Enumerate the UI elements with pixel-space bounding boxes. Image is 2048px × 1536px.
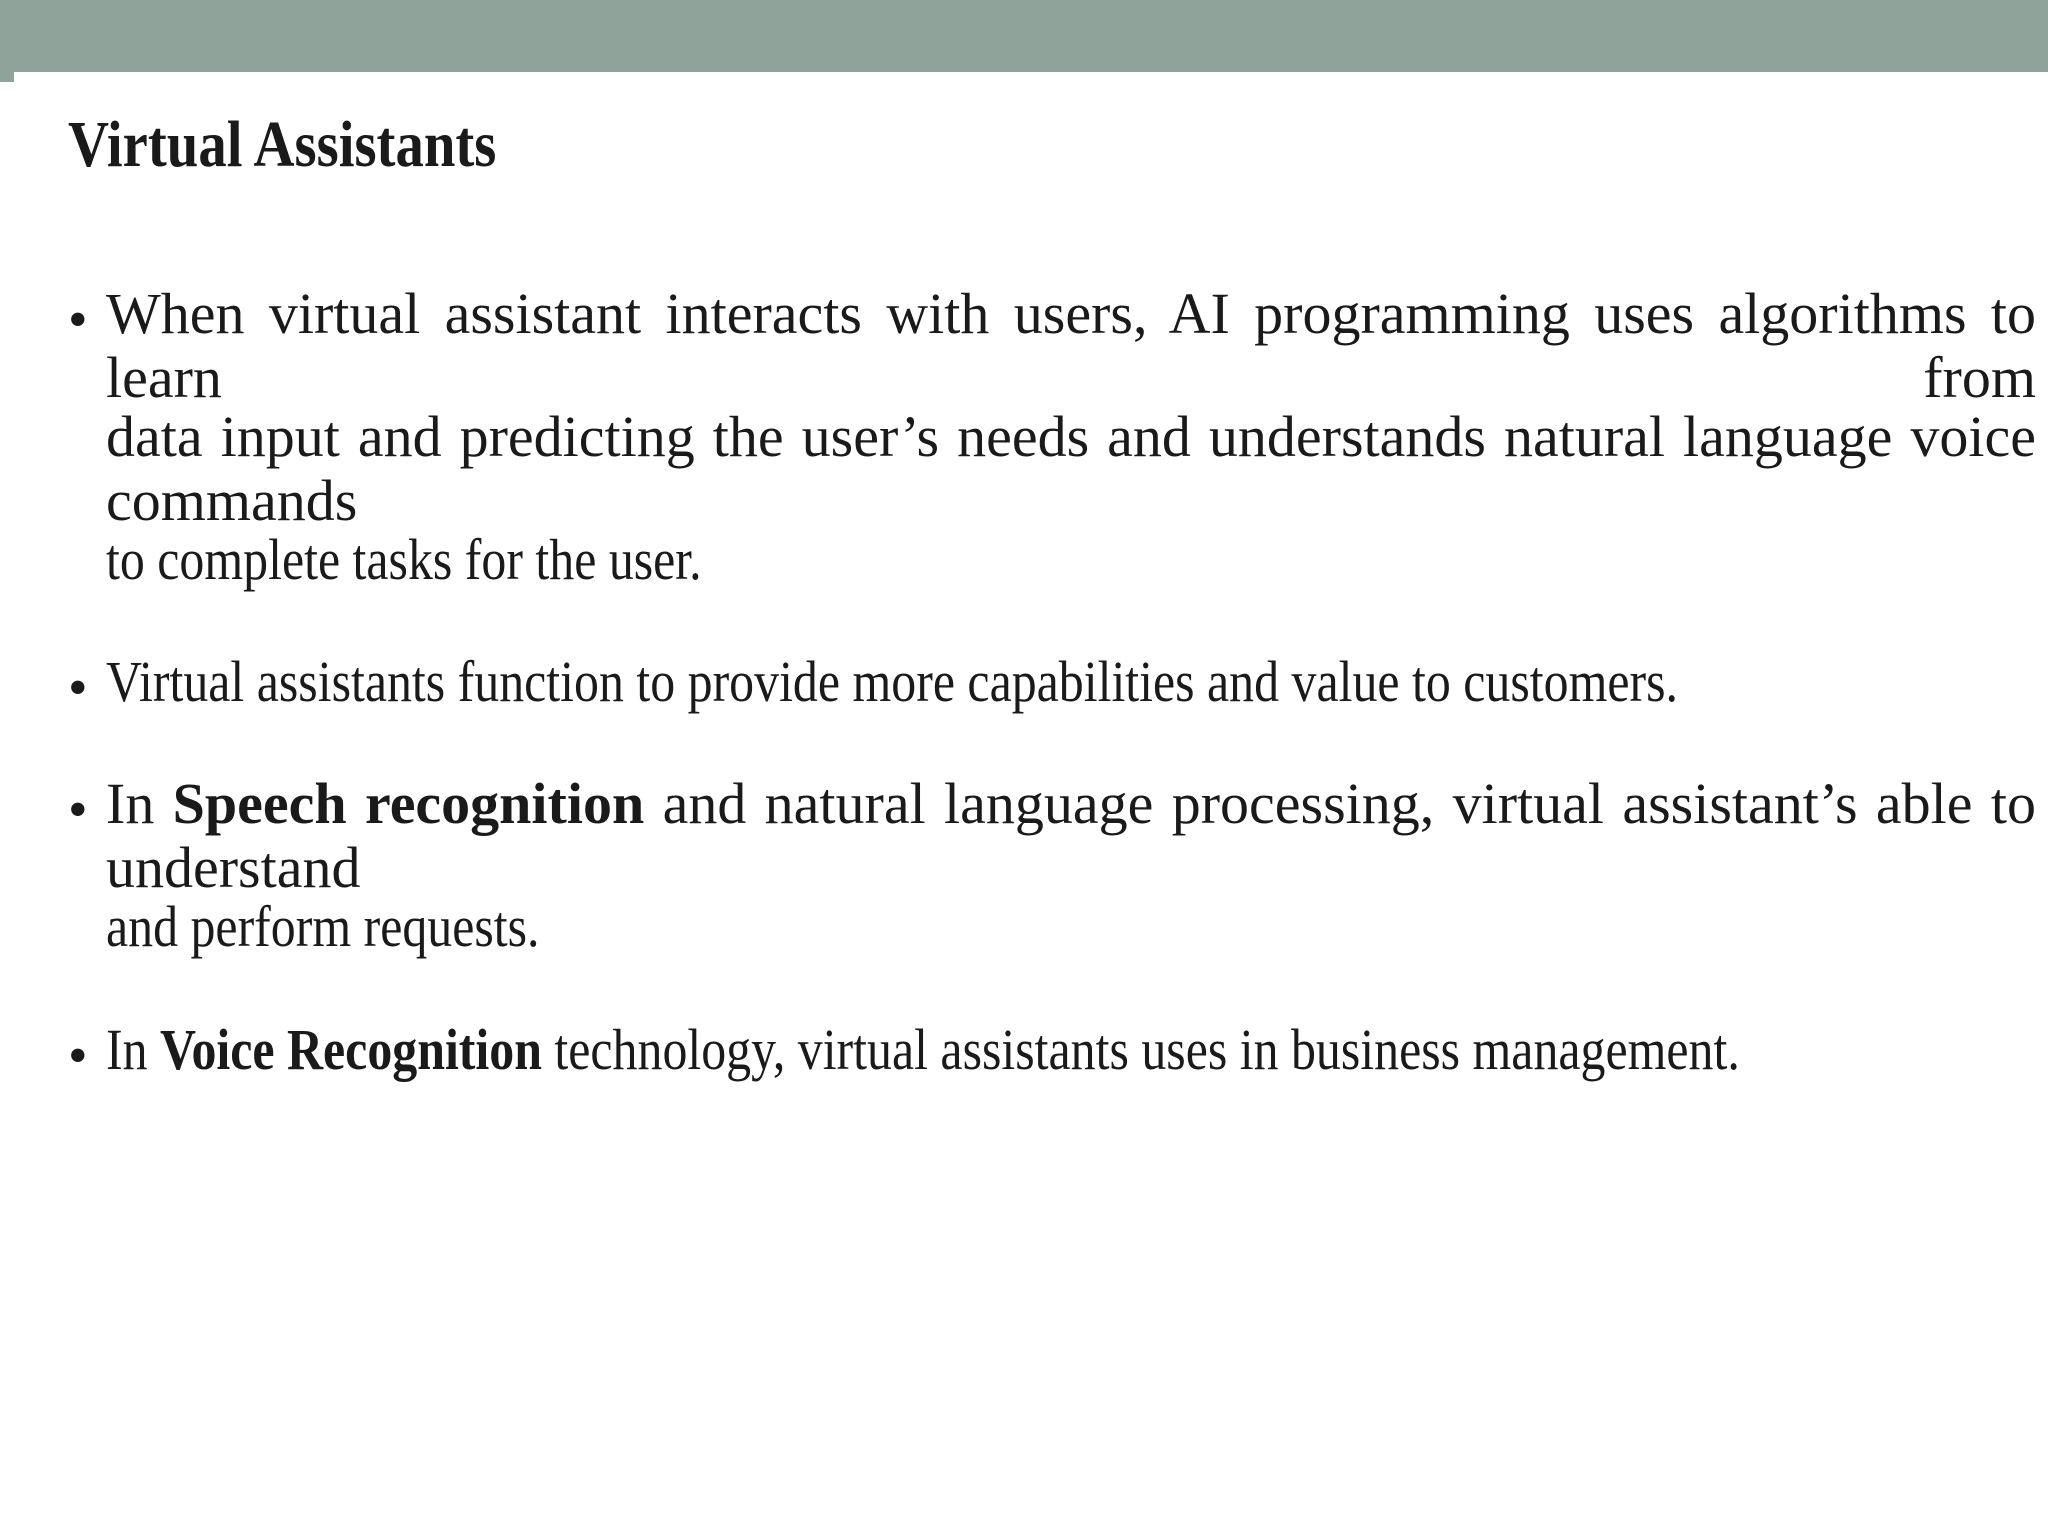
- bullet-marker-3: •: [68, 779, 88, 841]
- top-bar-notch: [0, 72, 14, 82]
- bullet-3-rest: and natural language processing, virtual assistant’s able to understand: [106, 771, 2036, 900]
- bullet-1-line-3: to complete tasks for the user.: [106, 527, 702, 592]
- bullet-1-line-1: When virtual assistant interacts with users, AI programming uses algorithms to learn from: [106, 281, 2036, 410]
- bullet-4-rest: technology, virtual assistants uses in business management.: [541, 1017, 1740, 1082]
- bullet-marker-1: •: [68, 289, 88, 351]
- bullet-3-bold-term: Speech recognition: [172, 771, 645, 836]
- bullet-marker-4: •: [68, 1025, 88, 1087]
- bullet-2-line-1: Virtual assistants function to provide more capabilities and value to customers.: [106, 649, 1678, 714]
- bullet-4-line-1: [106, 1018, 1740, 1082]
- bullet-marker-2: •: [68, 657, 88, 719]
- bullet-1-line-2: data input and predicting the user’s needs and understands natural language voice commands: [106, 404, 2036, 533]
- bullet-4-bold-term: Voice Recognition: [160, 1017, 542, 1082]
- slide-title: Virtual Assistants: [68, 108, 497, 181]
- bullet-3-line-2: and perform requests.: [106, 894, 540, 959]
- bullet-3-prefix: In: [106, 771, 173, 836]
- top-accent-bar: [0, 0, 2048, 72]
- bullet-3-line-1: [106, 772, 2036, 900]
- bullet-4-prefix: In: [106, 1017, 161, 1082]
